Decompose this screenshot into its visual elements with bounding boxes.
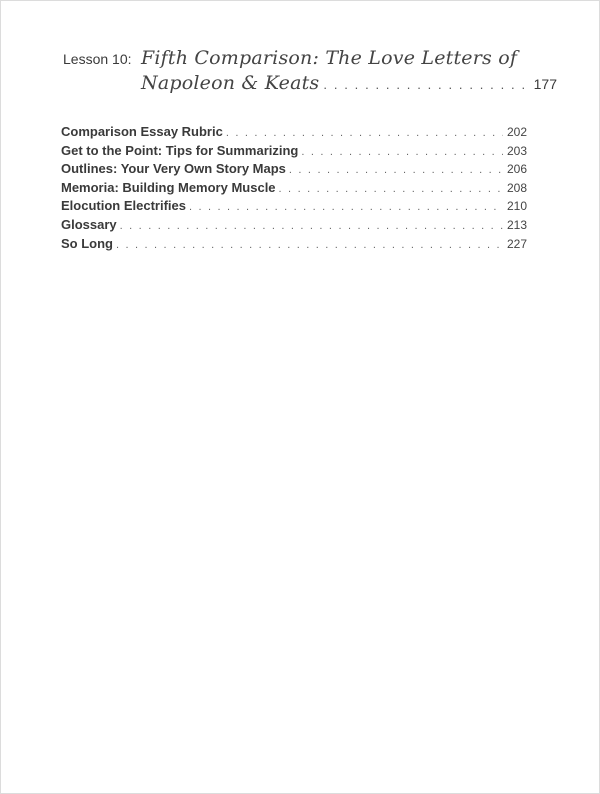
lesson-title-line-1 <box>63 47 557 69</box>
lesson-title-continued: Napoleon & Keats <box>141 72 320 94</box>
toc-entry-page: 213 <box>506 217 527 232</box>
lesson-label: Lesson 10: <box>63 51 132 67</box>
toc-entry-page: 203 <box>506 143 527 158</box>
dot-leader <box>189 201 503 213</box>
toc-entry-title: Get to the Point: Tips for Summarizing <box>61 142 299 158</box>
toc-entry-page: 227 <box>506 236 527 251</box>
lesson-title-line-2 <box>141 72 557 94</box>
toc-entry <box>61 217 527 236</box>
toc-entry-page: 210 <box>506 199 527 214</box>
toc-entry <box>61 143 527 162</box>
table-of-contents <box>61 124 527 254</box>
toc-entry-title: Memoria: Building Memory Muscle <box>61 179 276 195</box>
dot-leader <box>301 146 503 158</box>
dot-leader <box>279 183 503 195</box>
toc-entry <box>61 180 527 199</box>
toc-entry-title: Glossary <box>61 216 117 232</box>
toc-entry-title: Outlines: Your Very Own Story Maps <box>61 161 286 177</box>
toc-entry <box>61 124 527 143</box>
toc-entry-page: 202 <box>506 125 527 139</box>
dot-leader <box>289 164 503 176</box>
toc-entry-page: 208 <box>506 180 527 195</box>
toc-entry <box>61 161 527 180</box>
toc-entry <box>61 198 527 217</box>
toc-entry-title: Comparison Essay Rubric <box>61 124 223 139</box>
toc-entry <box>61 236 527 255</box>
dot-leader <box>116 239 503 251</box>
dot-leader <box>323 77 530 92</box>
lesson-title: Fifth Comparison: The Love Letters of <box>141 47 518 69</box>
toc-entry-page: 206 <box>506 162 527 177</box>
toc-entry-title: Elocution Electrifies <box>61 198 186 214</box>
lesson-page-number: 177 <box>533 76 557 92</box>
dot-leader <box>120 220 503 232</box>
dot-leader <box>226 127 503 139</box>
lesson-entry <box>63 47 557 94</box>
toc-entry-title: So Long <box>61 235 113 251</box>
